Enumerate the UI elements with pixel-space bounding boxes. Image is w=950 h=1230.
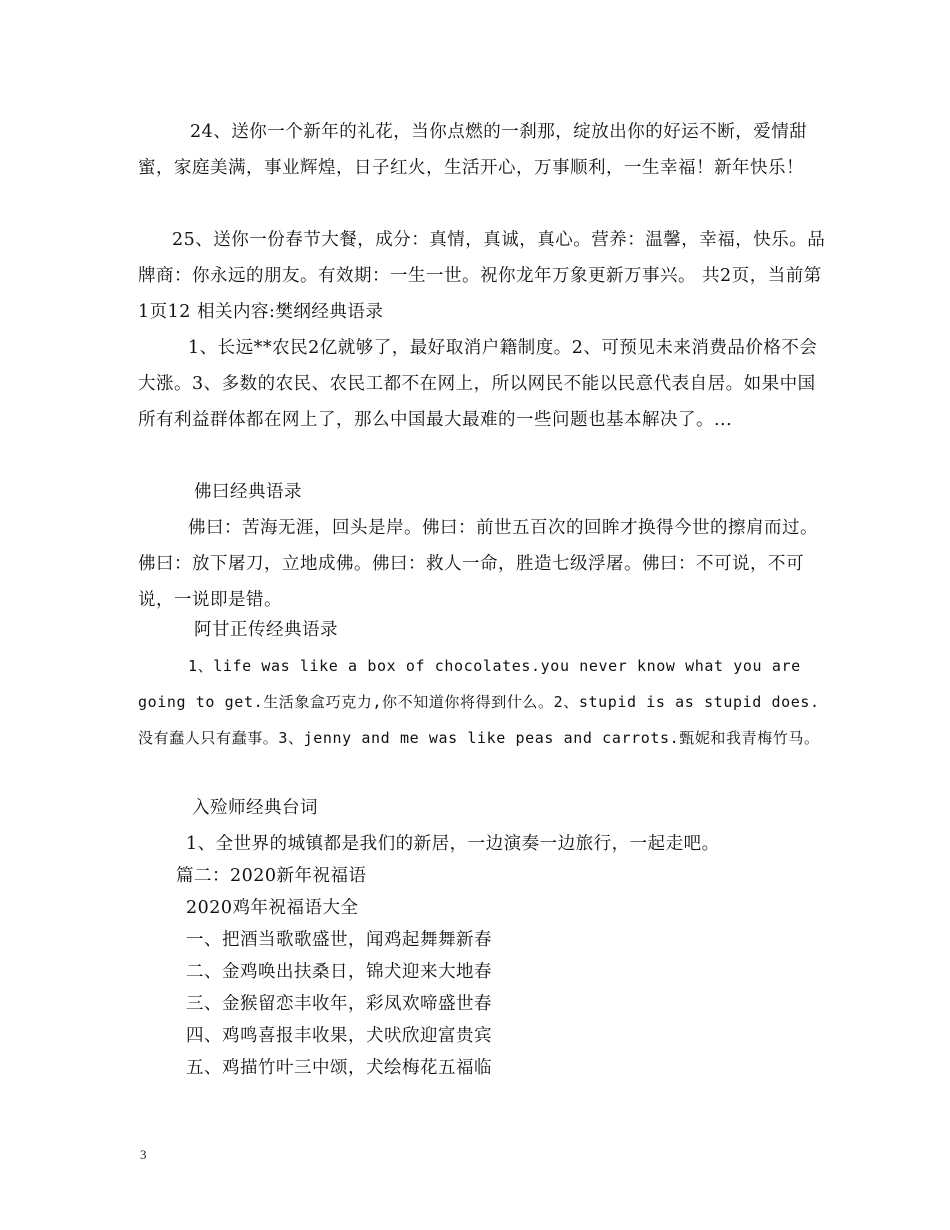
list-item: 五、鸡描竹叶三中颂，犬绘梅花五福临: [186, 1058, 492, 1078]
paragraph-buddha-quotes: 佛曰：苦海无涯，回头是岸。佛曰：前世五百次的回眸才换得今世的擦肩而过。佛曰：放下屠刀，立地成佛。佛曰：救人一命，胜造七级浮屠。佛曰：不可说，不可说，一说即是错。: [138, 518, 818, 610]
list-item: 二、金鸡唤出扶桑日，锦犬迎来大地春: [186, 962, 492, 982]
list-item: 三、金猴留恋丰收年，彩凤欢啼盛世春: [186, 994, 492, 1014]
paragraph-forrest-gump-quotes: 1、life was like a box of chocolates.you never know what you are going to get.生活象盒巧克力,你不知道你将得到什么。2、stupid is as stupid does.没有蠢人只有蠢事。3、jenny and me was like peas and carrots.甄妮和我青梅竹马。: [138, 657, 820, 747]
list-item: 一、把酒当歌歌盛世，闻鸡起舞舞新春: [186, 930, 492, 950]
heading-departures-quotes: 入殓师经典台词: [192, 798, 318, 818]
heading-buddha-quotes: 佛曰经典语录: [194, 482, 302, 502]
list-title: 2020鸡年祝福语大全: [186, 898, 359, 918]
list-item: 四、鸡鸣喜报丰收果，犬吠欣迎富贵宾: [186, 1026, 492, 1046]
paragraph-fan-gang-quotes: 1、长远**农民2亿就够了，最好取消户籍制度。2、可预见未来消费品价格不会大涨。3、多数的农民、农民工都不在网上，所以网民不能以民意代表自居。如果中国所有利益群体都在网上了，那么中国最大最难的一些问题也基本解决了。...: [138, 338, 818, 430]
section-two-heading: 篇二：2020新年祝福语: [176, 866, 367, 886]
paragraph-24: 24、送你一个新年的礼花，当你点燃的一刹那，绽放出你的好运不断，爱情甜蜜，家庭美满，事业辉煌，日子红火，生活开心，万事顺利，一生幸福！新年快乐！: [138, 122, 808, 178]
page-number: 3: [140, 1147, 147, 1162]
paragraph-departures-quotes: 1、全世界的城镇都是我们的新居，一边演奏一边旅行，一起走吧。: [186, 834, 720, 854]
heading-forrest-gump-quotes: 阿甘正传经典语录: [194, 620, 338, 640]
paragraph-25: 25、送你一份春节大餐，成分：真情，真诚，真心。营养：温馨，幸福，快乐。品牌商：你永远的朋友。有效期：一生一世。祝你龙年万象更新万事兴。 共2页，当前第1页12 相关内容:樊纲经典语录: [138, 230, 826, 322]
